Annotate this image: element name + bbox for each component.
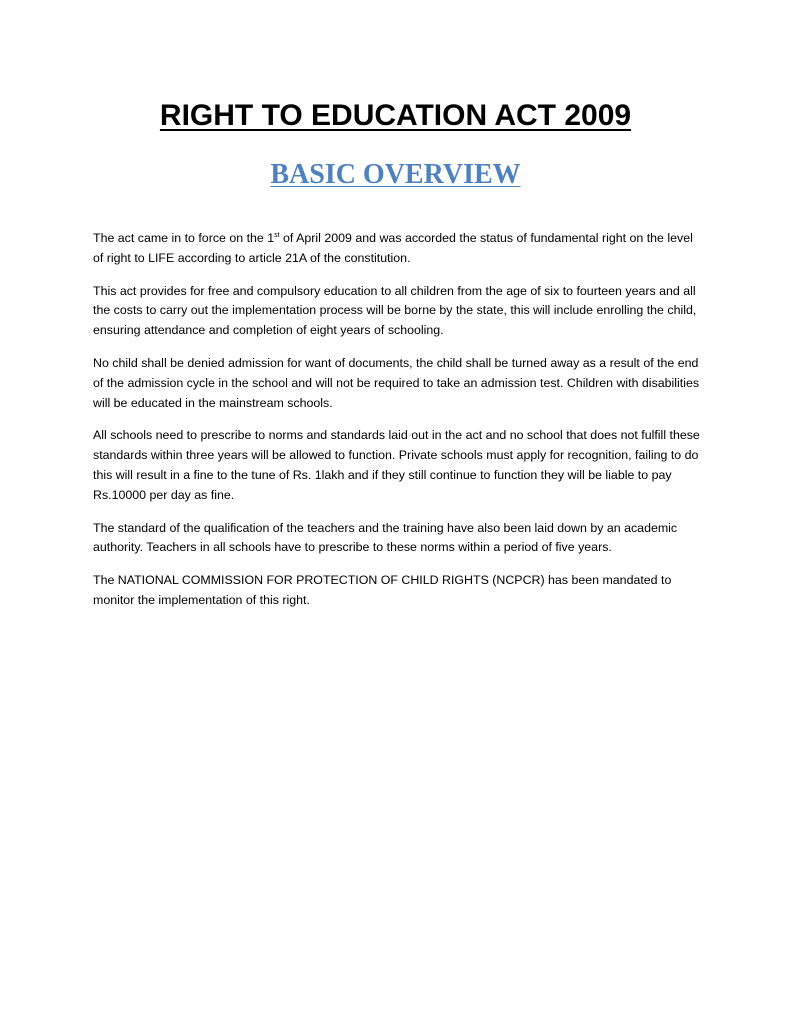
document-subtitle	[0, 157, 791, 193]
document-title-text: RIGHT TO EDUCATION ACT 2009	[159, 99, 632, 132]
document-title	[0, 96, 791, 136]
paragraph-free-education: This act provides for free and compulsory education to all children from the age of six to fourteen years and all the costs to carry out the implementation process will be borne by the state, this will include enrolling the child, ensuring attendance and completion of eight years of schooling.	[93, 283, 697, 338]
paragraph-commencement-part2: of April 2009 and was accorded the status of fundamental right on the level of right to LIFE according to article 21A of the constitution.	[93, 231, 693, 265]
paragraph-commencement	[93, 229, 701, 269]
paragraph-teacher-qualification: The standard of the qualification of the teachers and the training have also been laid down by an academic authority. Teachers in all schools have to prescribe to these norms within a period of five years.	[93, 520, 678, 555]
document-subtitle-text: BASIC OVERVIEW	[270, 159, 521, 190]
paragraph-ncpcr: The NATIONAL COMMISSION FOR PROTECTION OF CHILD RIGHTS (NCPCR) has been mandated to monitor the implementation of this right.	[93, 573, 672, 607]
paragraph-school-norms: All schools need to prescribe to norms and standards laid out in the act and no school that does not fulfill these standards within three years will be allowed to function. Private schools must apply for recognition, failing to do this will result in a fine to the tune of Rs. 1lakh and if they still continue to function they will be liable to pay Rs.10000 per day as fine.	[93, 428, 700, 502]
ordinal-suffix: st	[274, 231, 280, 239]
paragraph-admission: No child shall be denied admission for want of documents, the child shall be turned away as a result of the end of the admission cycle in the school and will not be required to take an admission test. Children with disabilities will be educated in the mainstream schools.	[93, 355, 700, 410]
document-body	[93, 229, 701, 624]
paragraph-commencement-part1: The act came in to force on the 1	[93, 231, 275, 245]
